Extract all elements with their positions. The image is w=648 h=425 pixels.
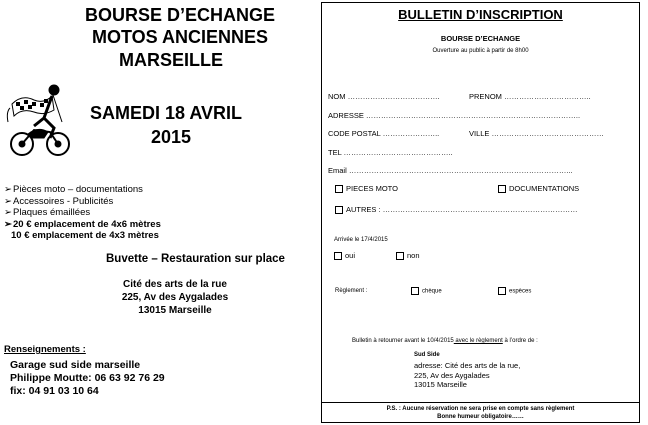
- list-item: ➢Plaques émaillées: [4, 207, 91, 218]
- arrivee-label: Arrivée le 17/4/2015: [334, 237, 388, 243]
- form-title: BULLETIN D’INSCRIPTION: [398, 7, 563, 22]
- features-list: [4, 184, 304, 242]
- arrow-bullet-icon: ➢: [4, 195, 12, 207]
- code-postal-field[interactable]: CODE POSTAL …………………..: [328, 129, 440, 138]
- autres-checkbox[interactable]: AUTRES : ……………………………………………………………………: [335, 205, 578, 214]
- opening-hours: Ouverture au public à partir de 8h00: [432, 48, 529, 54]
- payee-name: Sud Side: [414, 352, 440, 358]
- address-line: 225, Av des Aygalades: [121, 292, 229, 303]
- checkbox-icon[interactable]: [335, 206, 343, 214]
- footer-divider: [322, 402, 639, 403]
- address-line: Cité des arts de la rue: [123, 279, 227, 290]
- payee-address-line: adresse: Cité des arts de la rue,: [414, 361, 521, 370]
- return-instructions: Bulletin à retourner avant le 10/4/2015 avec le règlement à l’ordre de :: [352, 338, 538, 344]
- ville-field[interactable]: VILLE ………………………………………: [469, 129, 605, 138]
- ps-note: P.S. : Aucune réservation ne sera prise en compte sans règlement: [386, 406, 575, 412]
- especes-checkbox[interactable]: espèces: [498, 287, 531, 295]
- humeur-note: Bonne humeur obligatoire……: [437, 414, 524, 420]
- registration-form: [321, 2, 640, 423]
- arrow-bullet-icon: ➢: [4, 184, 12, 195]
- event-year: 2015: [151, 127, 192, 147]
- checkbox-icon[interactable]: [396, 252, 404, 260]
- checkbox-icon[interactable]: [498, 287, 506, 295]
- prenom-field[interactable]: PRENOM ……………………………..: [469, 92, 591, 101]
- info-heading: Renseignements :: [4, 344, 86, 355]
- buvette-text: Buvette – Restauration sur place: [106, 253, 285, 265]
- checkbox-icon[interactable]: [411, 287, 419, 295]
- event-date: SAMEDI 18 AVRIL: [90, 103, 243, 123]
- reglement-label: Règlement :: [335, 288, 368, 294]
- title-line-2: MOTOS ANCIENNES: [91, 27, 269, 47]
- address-line: 13015 Marseille: [138, 305, 212, 316]
- form-subtitle: BOURSE D’ECHANGE: [440, 34, 521, 43]
- price-item: ➢20 € emplacement de 4x6 mètres: [4, 218, 161, 230]
- email-field[interactable]: Email ……………………………………………………………………………...: [328, 166, 573, 175]
- checkbox-icon[interactable]: [334, 252, 342, 260]
- biker-logo-icon: [4, 82, 74, 162]
- title-line-1: BOURSE D’ECHANGE: [84, 5, 276, 25]
- adresse-field[interactable]: ADRESSE …………………………………………………………………………..: [328, 111, 581, 120]
- list-item: ➢Pièces moto – documentations: [4, 184, 143, 195]
- oui-checkbox[interactable]: oui: [334, 251, 355, 260]
- payee-address-line: 225, Av des Aygalades: [414, 370, 490, 380]
- contact-line: Garage sud side marseille: [10, 359, 141, 371]
- checkbox-icon[interactable]: [335, 185, 343, 193]
- arrow-bullet-icon: ➢: [4, 218, 12, 230]
- contact-block: [10, 359, 165, 398]
- venue-address: [70, 278, 280, 317]
- payee-address-line: 13015 Marseille: [414, 380, 467, 389]
- price-item: 10 € emplacement de 4x3 mètres: [11, 230, 159, 241]
- nom-field[interactable]: NOM ……………………………….: [328, 92, 440, 101]
- checkbox-icon[interactable]: [498, 185, 506, 193]
- documentations-checkbox[interactable]: DOCUMENTATIONS: [498, 184, 579, 193]
- non-checkbox[interactable]: non: [396, 251, 420, 260]
- contact-line: fix: 04 91 03 10 64: [10, 385, 99, 397]
- contact-line: Philippe Moutte: 06 63 92 76 29: [10, 372, 165, 384]
- list-item: ➢Accessoires - Publicités: [4, 195, 114, 207]
- title-line-3: MARSEILLE: [119, 50, 224, 70]
- payee-address: [414, 361, 520, 390]
- tel-field[interactable]: TEL ……………………………………..: [328, 148, 453, 157]
- cheque-checkbox[interactable]: chèque: [411, 287, 442, 295]
- arrow-bullet-icon: ➢: [4, 207, 12, 218]
- pieces-moto-checkbox[interactable]: PIECES MOTO: [335, 184, 398, 193]
